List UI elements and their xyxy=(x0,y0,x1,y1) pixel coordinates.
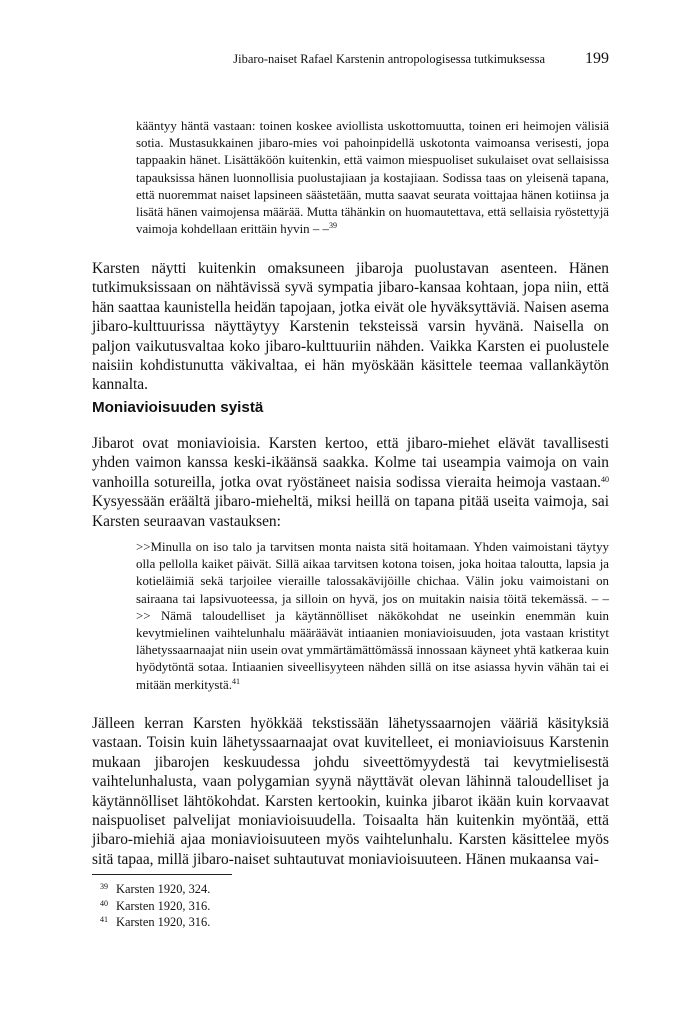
footnote-text: Karsten 1920, 316. xyxy=(116,898,211,913)
footnote-ref-40[interactable]: 40 xyxy=(601,474,609,484)
running-header xyxy=(92,50,609,68)
section-heading: Moniavioisuuden syistä xyxy=(92,399,264,416)
footnote-number: 39 xyxy=(100,882,108,891)
block-quote-1-text: kääntyy häntä vastaan: toinen koskee aviollista uskottomuutta, toinen eri heimojen välisiä sotia. Mustasukkainen jibaro-mies voi pahoinpidellä uskotonta vaimoansa verisesti, jopa tappaakin hänet. Lisättäköön kuitenkin, että vaimon miespuoliset sukulaiset ovat sellaisissa tapauksissa hänen luonnollisia puolustajiaan ja kostajiaan. Sodissa taas on yleisenä tapana, että nuoremmat naiset lapsineen säästetään, mutta saavat seurata voittajaa hänen kotiinsa ja lisätä hänen vaimojensa määrää. Mutta tähänkin on huomautettava, että sellaisia ryöstettyjä vaimoja kohdellaan erittäin hyvin – – xyxy=(136,119,609,237)
page-number: 199 xyxy=(585,50,609,67)
footnote-divider xyxy=(92,874,232,875)
footnote-ref-39[interactable]: 39 xyxy=(328,221,337,231)
footnote-text: Karsten 1920, 324. xyxy=(116,882,211,896)
footnote-number: 40 xyxy=(100,898,108,908)
body-paragraph-2 xyxy=(92,434,609,531)
footnote-text: Karsten 1920, 316. xyxy=(116,915,211,930)
body-paragraph-2-text-after: Kysyessään eräältä jibaro-mieheltä, miksi heillä on tapana pitää useita vaimoja, sai Karsten seuraavan vastauksen: xyxy=(92,493,609,530)
footnote-39 xyxy=(100,880,210,897)
footnote-41 xyxy=(100,913,210,930)
body-paragraph-3: Jälleen kerran Karsten hyökkää tekstissään lähetyssaarnojen vääriä käsityksiä vastaan. Toisin kuin lähetyssaarnaajat ovat kuvitelleet, ei moniavioisuus Karstenin mukaan jibarojen keskuudessa johdu siveettömyydestä tai kevytmielisestä vaihtelunhalusta, vaan polygamian syynä näyttävät olevan lähinnä taloudelliset ja käytännölliset lähtökohdat. Karsten kertookin, kuinka jibarot ikään kuin korvaavat naispuoliset palvelijat moniavioisuudella. Toisaalta hän kuitenkin myöntää, että jibaro-miehiä ajaa moniavioisuuteen myös vaihtelunhalu. Karsten käsittelee myös sitä tapaa, millä jibaro-naiset suhtautuvat moniavioisuuteen. Hänen mukaansa vai- xyxy=(92,715,609,868)
body-paragraph-1: Karsten näytti kuitenkin omaksuneen jibaroja puolustavan asenteen. Hänen tutkimuksissaan on nähtävissä syvä sympatia jibaro-kansaa kohtaan, jopa niin, että hän saattaa kaunistella heidän tapojaan, jotka eivät ole hyväksyttäviä. Naisen asema jibaro-kulttuurissa näyttäytyy Karstenin teksteissä varsin hyvänä. Naisella on paljon vaikutusvaltaa koko jibaro-kulttuuriin nähden. Vaikka Karsten ei puolustele naisiin kohdistunutta väkivaltaa, ei hän myöskään käsittele teemaa vallankäytön kannalta. xyxy=(92,260,609,394)
block-quote-1 xyxy=(136,118,609,238)
running-title: Jibaro-naiset Rafael Karstenin antropologisessa tutkimuksessa xyxy=(233,52,545,66)
body-paragraph-2-text: Jibarot ovat moniavioisia. Karsten kertoo, että jibaro-miehet elävät tavallisesti yhden vaimon kanssa keski-ikäänsä saakka. Kolme tai useampia vaimoja on vain vanhoilla sotureilla, jotka ovat ryöstäneet naisia sodissa vieraita heimoja vastaan. xyxy=(92,435,609,491)
footnote-40 xyxy=(100,897,210,914)
footnote-number: 41 xyxy=(100,915,108,925)
footnotes xyxy=(100,880,210,930)
block-quote-2-text: >>Minulla on iso talo ja tarvitsen monta naista sitä hoitamaan. Yhden vaimoistani täytyy olla pellolla kaiket päivät. Sillä aikaa tarvitsen kotona toisen, joka hoitaa taloutta, lapsia ja kotieläimiä sekä tarjoilee vieraille talossakävijöille chichaa. Välin joku vaimoistani on sairaana tai lapsivuoteessa, ja silloin on hyvä, jos on muitakin naisia töitä tekemässä. – – >> Nämä taloudelliset ja käytännölliset näkökohdat ne useinkin enemmän kuin kevytmielinen vaihtelunhalu määräävät intiaanien moniavioisuuden, jota vastaan kristityt lähetyssaarnaajat niin usein ovat ymmärtämättömässä innossaan käyneet yhtä katkeraa kuin hyödytöntä sotaa. Intiaanien siveellisyyteen nähden sillä on itse asiassa hyvin vähän tai ei mitään merkitystä. xyxy=(136,540,609,692)
block-quote-2 xyxy=(136,539,609,694)
footnote-ref-41[interactable]: 41 xyxy=(231,676,240,686)
